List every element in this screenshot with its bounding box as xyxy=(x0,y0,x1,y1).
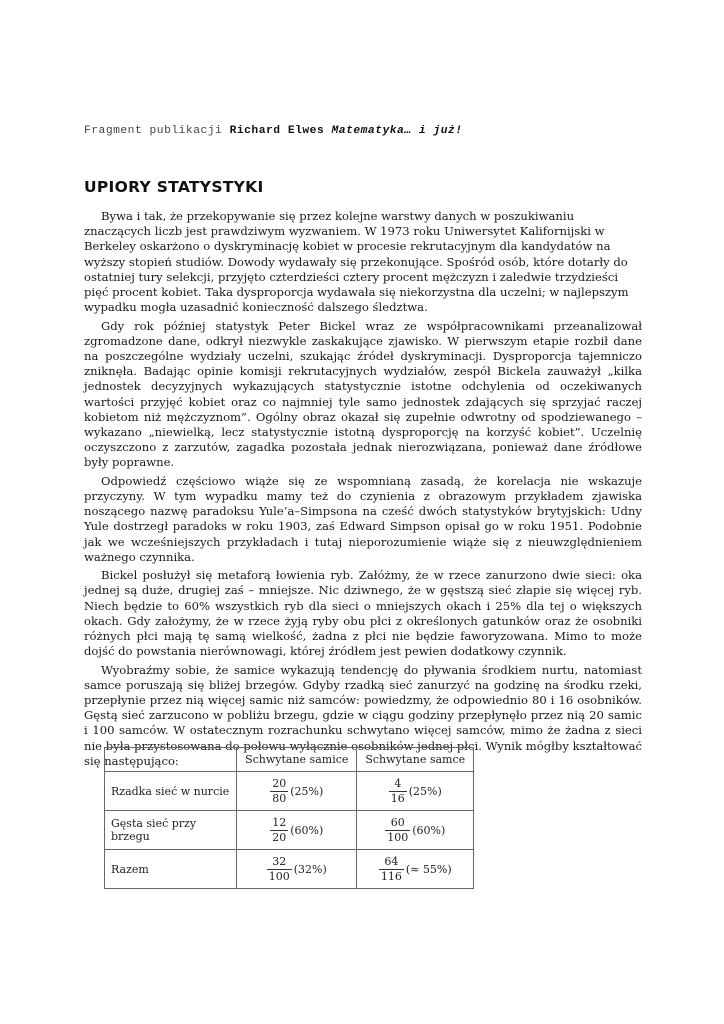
fish-catch-table xyxy=(104,747,474,889)
row-label: Gęsta sieć przy brzegu xyxy=(105,811,237,850)
male-cell xyxy=(357,772,474,811)
table-row xyxy=(105,772,474,811)
percentage: (60%) xyxy=(290,823,324,837)
denominator: 116 xyxy=(380,869,402,883)
female-cell xyxy=(237,772,357,811)
publication-header xyxy=(84,125,644,137)
percentage: (60%) xyxy=(412,823,446,837)
percentage: (32%) xyxy=(293,862,327,876)
paragraph: Wyobraźmy sobie, że samice wykazują tendencję do pływania środkiem nurtu, natomiast samce poruszają się bliżej brzegów. Gdyby rzadką sieć zanurzyć na godzinę na środku rzeki, przepłynie przez nią więcej samic niż samców: powiedzmy, że odpowiednio 80 i 16 osobników. Gęstą sieć zarzucono w pobliżu brzegu, gdzie w ciągu godziny przepłynęło przez nią 20 samic i 100 samców. W ostatecznym rozrachunku schwytano więcej samców, mimo że żadna z sieci nie była przystosowana do połowu wyłącznie osobników jednej płci. Wynik mógłby kształtować się następująco: xyxy=(84,662,642,768)
header-prefix: Fragment publikacji xyxy=(84,125,223,137)
denominator: 16 xyxy=(390,791,405,805)
section-title: UPIORY STATYSTYKI xyxy=(84,178,264,196)
male-cell xyxy=(357,850,474,889)
table-header-corner xyxy=(105,748,237,772)
paragraph: Gdy rok później statystyk Peter Bickel wraz ze współpracownikami przeanalizował zgromadzone dane, odkrył niezwykle zaskakujące zjawisko. W pierwszym etapie rozbił dane na poszczególne wydziały uczelni, szukając źródeł dyskryminacji. Dysproporcja tajemniczo zniknęła. Badając opinie komisji rekrutacyjnych wydziałów, zespół Bickela zauważył „kilka jednostek decyzyjnych wykazujących statystycznie istotne odchylenia od oczekiwanych wartości przyjęć kobiet oraz co najmniej tyle samo jednostek zdających się sprzyjać raczej kobietom niż mężczyznom”. Ogólny obraz okazał się zupełnie odwrotny od spodziewanego – wykazano „niewielką, lecz statystycznie istotną dysproporcję na korzyść kobiet”. Uczelnię oczyszczono z zarzutów, zagadka pozostała jednak nierozwiązana, ponieważ dane źródłowe były poprawne. xyxy=(84,318,642,470)
fraction xyxy=(379,855,404,884)
denominator: 100 xyxy=(268,869,290,883)
numerator: 12 xyxy=(272,815,287,829)
percentage: (25%) xyxy=(290,784,324,798)
numerator: 20 xyxy=(272,776,287,790)
fraction xyxy=(267,855,292,884)
row-label: Rzadka sieć w nurcie xyxy=(105,772,237,811)
fraction xyxy=(270,816,288,845)
percentage: (25%) xyxy=(408,784,442,798)
numerator: 32 xyxy=(267,855,292,870)
denominator: 20 xyxy=(272,830,287,844)
body-text xyxy=(84,209,642,772)
row-label: Razem xyxy=(105,850,237,889)
fraction xyxy=(389,777,407,806)
numerator: 60 xyxy=(385,816,410,831)
table-header-female: Schwytane samice xyxy=(237,748,357,772)
table-row xyxy=(105,850,474,889)
header-book-title: Matematyka… i już! xyxy=(331,125,463,137)
denominator: 100 xyxy=(387,830,409,844)
paragraph: Odpowiedź częściowo wiąże się ze wspomnianą zasadą, że korelacja nie wskazuje przyczyny. W tym wypadku mamy też do czynienia z obrazowym przykładem zjawiska noszącego nazwę paradoksu Yule’a–Simpsona na cześć dwóch statystyków brytyjskich: Udny Yule dostrzegł paradoks w roku 1903, zaś Edward Simpson opisał go w roku 1951. Podobnie jak we wcześniejszych przykładach i tutaj nieporozumienie wiąże się z nieuwzględnieniem ważnego czynnika. xyxy=(84,473,642,564)
percentage: (≈ 55%) xyxy=(405,862,452,876)
female-cell xyxy=(237,850,357,889)
table-header-row xyxy=(105,748,474,772)
numerator: 4 xyxy=(389,777,407,792)
paragraph: Bywa i tak, że przekopywanie się przez kolejne warstwy danych w poszukiwaniu znaczących liczb jest prawdziwym wyzwaniem. W 1973 roku Uniwersytet Kalifornijski w Berkeley oskarżono o dyskryminację kobiet w procesie rekrutacyjnym dla kandydatów na wyższy stopień studiów. Dowody wydawały się przekonujące. Spośród osób, które dotarły do ostatniej tury selekcji, przyjęto czterdzieści cztery procent mężczyzn i zaledwie trzydzieści pięć procent kobiet. Taka dysproporcja wydawała się niekorzystna dla uczelni; w najlepszym wypadku mogła uzasadnić konieczność dalszego śledztwa. xyxy=(84,209,629,315)
fraction xyxy=(385,816,410,845)
table-header-male: Schwytane samce xyxy=(357,748,474,772)
male-cell xyxy=(357,811,474,850)
table-row xyxy=(105,811,474,850)
numerator: 64 xyxy=(379,855,404,870)
denominator: 80 xyxy=(272,791,287,805)
header-author: Richard Elwes xyxy=(229,125,325,137)
female-cell xyxy=(237,811,357,850)
fraction xyxy=(270,777,288,806)
paragraph: Bickel posłużył się metaforą łowienia ryb. Załóżmy, że w rzece zanurzono dwie sieci: oka jednej są duże, drugiej zaś – mniejsze. Nic dziwnego, że w gęstszą sieć złapie się więcej ryb. Niech będzie to 60% wszystkich ryb dla sieci o mniejszych okach i 25% dla tej o większych okach. Gdy założymy, że w rzece żyją ryby obu płci z określonych gatunków oraz że osobniki różnych płci mają tę samą wielkość, żadna z płci nie będzie faworyzowana. Mimo to może dojść do powstania nierównowagi, której źródłem jest pewien dodatkowy czynnik. xyxy=(84,568,642,659)
